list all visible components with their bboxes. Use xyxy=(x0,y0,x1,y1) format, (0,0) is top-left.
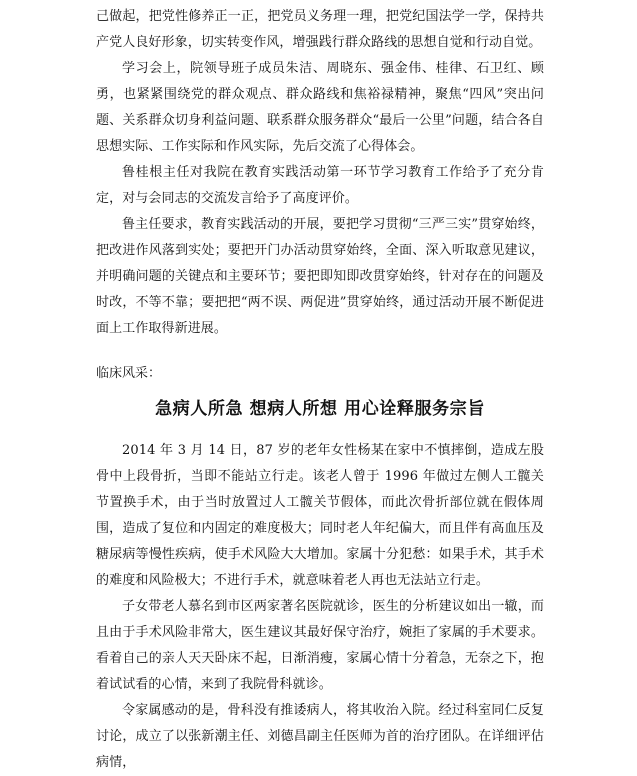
paragraph-director-affirmation: 鲁桂根主任对我院在教育实践活动第一环节学习教育工作给予了充分肯定，对与会同志的交流发言给予了高度评价。 xyxy=(96,165,544,206)
article-title: 急病人所急 想病人所想 用心诠释服务宗旨 xyxy=(155,399,485,419)
paragraph-department-response: 令家属感动的是，骨科没有推诿病人，将其收治入院。经过科室同仁反复讨论，成立了以张新潮主任、刘德昌副主任医师为首的治疗团队。在详细评估病情， xyxy=(96,703,544,770)
paragraph-study-meeting: 学习会上，院领导班子成员朱洁、周晓东、强金伟、桂律、石卫红、顾勇，也紧紧围绕党的群众观点、群众路线和焦裕禄精神，聚焦“四风”突出问题、关系群众切身利益问题、联系群众服务群众“最后一公里”问题，结合各自思想实际、工作实际和作风实际，先后交流了心得体会。 xyxy=(96,61,544,154)
paragraph-family-visits: 子女带老人慕名到市区两家著名医院就诊，医生的分析建议如出一辙，而且由于手术风险非常大，医生建议其最好保守治疗，婉拒了家属的手术要求。看着自己的亲人天天卧床不起，日渐消瘦，家属心情十分着急，无奈之下，抱着试试看的心情，来到了我院骨科就诊。 xyxy=(96,599,544,692)
paragraph-case-background: 2014 年 3 月 14 日，87 岁的老年女性杨某在家中不慎摔倒，造成左股骨中上段骨折，当即不能站立行走。该老人曾于 1996 年做过左侧人工髋关节置换手术，由于当时放置过人工髋关节假体，而此次骨折部位就在假体周围，造成了复位和内固定的难度极大；同时老人年纪偏大，而且伴有高血压及糖尿病等慢性疾病，使手术风险大大增加。家属十分犯愁：如果手术，其手术的难度和风险极大；不进行手术，就意味着老人再也无法站立行走。 xyxy=(96,443,544,588)
paragraph-continuation: 己做起，把党性修养正一正，把党员义务理一理，把党纪国法学一学，保持共产党人良好形象，切实转变作风，增强践行群众路线的思想自觉和行动自觉。 xyxy=(96,9,544,50)
section-label: 临床风采： xyxy=(96,366,162,381)
paragraph-director-requirements: 鲁主任要求，教育实践活动的开展，要把学习贯彻“三严三实”贯穿始终，把改进作风落到实处；要把开门办活动贯穿始终，全面、深入听取意见建议，并明确问题的关键点和主要环节；要把即知即改贯穿始终，针对存在的问题及时改，不等不靠；要把把“两不误、两促进”贯穿始终，通过活动开展不断促进面上工作取得新进展。 xyxy=(96,217,544,336)
